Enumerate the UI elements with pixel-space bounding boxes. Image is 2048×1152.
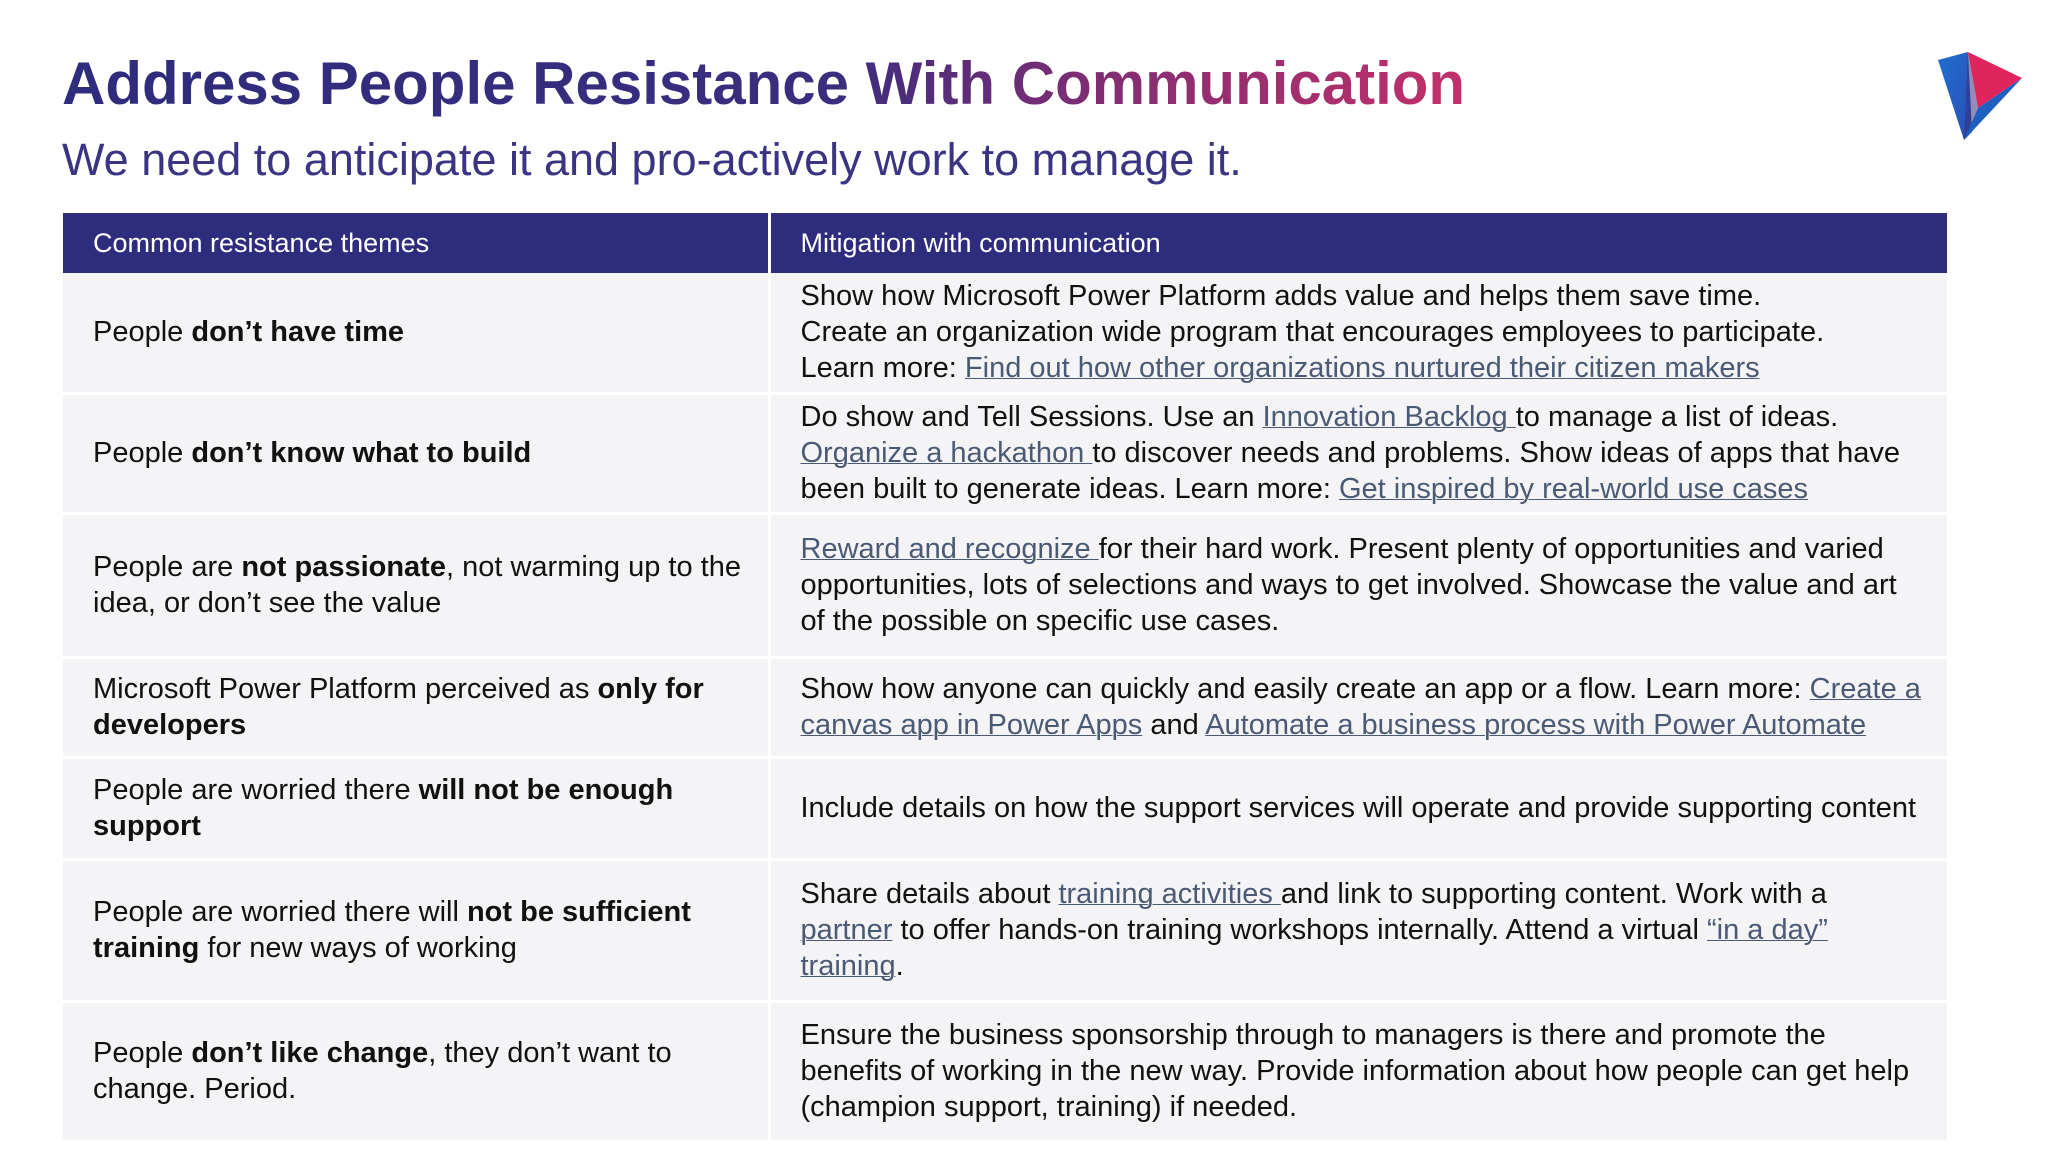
mitigation-cell: Include details on how the support services will operate and provide supporting content	[769, 757, 1947, 859]
mitigation-cell: Show how anyone can quickly and easily create an app or a flow. Learn more: Create a canvas app in Power Apps and Automate a business process with Power Automate	[769, 657, 1947, 757]
theme-cell: Microsoft Power Platform perceived as only for developers	[63, 657, 769, 757]
mitigation-cell: Share details about training activities and link to supporting content. Work with a partner to offer hands-on training workshops internally. Attend a virtual “in a day” training.	[769, 859, 1947, 1001]
mitigation-cell: Ensure the business sponsorship through to managers is there and promote the benefits of working in the new way. Provide information about how people can get help (champion support, training) if needed.	[769, 1001, 1947, 1141]
power-automate-link[interactable]: Automate a business process with Power Automate	[1205, 709, 1867, 741]
resistance-table	[63, 213, 1947, 1143]
table-row	[63, 393, 1947, 513]
table-header-row	[63, 213, 1947, 273]
theme-cell: People don’t like change, they don’t want to change. Period.	[63, 1001, 769, 1141]
use-cases-link[interactable]: Get inspired by real-world use cases	[1338, 473, 1809, 505]
table-row	[63, 1001, 1947, 1141]
table-row	[63, 859, 1947, 1001]
theme-cell: People are worried there will not be enough support	[63, 757, 769, 859]
theme-cell: People don’t have time	[63, 273, 769, 393]
table-row	[63, 513, 1947, 657]
header-themes: Common resistance themes	[63, 213, 769, 273]
theme-cell: People are worried there will not be sufficient training for new ways of working	[63, 859, 769, 1001]
reward-recognize-link[interactable]: Reward and recognize	[800, 533, 1099, 565]
theme-cell: People are not passionate, not warming up to the idea, or don’t see the value	[63, 513, 769, 657]
page-title: Address People Resistance With Communication	[62, 46, 1465, 122]
hackathon-link[interactable]: Organize a hackathon	[800, 437, 1093, 469]
theme-cell: People don’t know what to build	[63, 393, 769, 513]
mitigation-cell: Do show and Tell Sessions. Use an Innovation Backlog to manage a list of ideas. Organize a hackathon to discover needs and problems. Show ideas of apps that have been built to generate ideas. Learn more: Get inspired by real-world use cases	[769, 393, 1947, 513]
mitigation-cell: Reward and recognize for their hard work. Present plenty of opportunities and varied opportunities, lots of selections and ways to get involved. Showcase the value and art of the possible on specific use cases.	[769, 513, 1947, 657]
table-row	[63, 757, 1947, 859]
canvas-app-link[interactable]: Create a canvas app in Power Apps	[800, 673, 1921, 741]
page-subtitle: We need to anticipate it and pro-actively work to manage it.	[62, 134, 1242, 185]
play-triangle-logo-icon	[1938, 48, 2028, 140]
partner-link[interactable]: partner	[800, 914, 893, 946]
table-row	[63, 273, 1947, 393]
in-a-day-training-link[interactable]: “in a day” training	[800, 914, 1828, 982]
innovation-backlog-link[interactable]: Innovation Backlog	[1262, 401, 1516, 433]
training-activities-link[interactable]: training activities	[1058, 878, 1281, 910]
mitigation-cell: Show how Microsoft Power Platform adds value and helps them save time. Create an organization wide program that encourages employees to participate. Learn more: Find out how other organizations nurtured their citizen makers	[769, 273, 1947, 393]
header-mitigation: Mitigation with communication	[769, 213, 1947, 273]
citizen-makers-link[interactable]: Find out how other organizations nurtured their citizen makers	[964, 352, 1760, 385]
table-row	[63, 657, 1947, 757]
